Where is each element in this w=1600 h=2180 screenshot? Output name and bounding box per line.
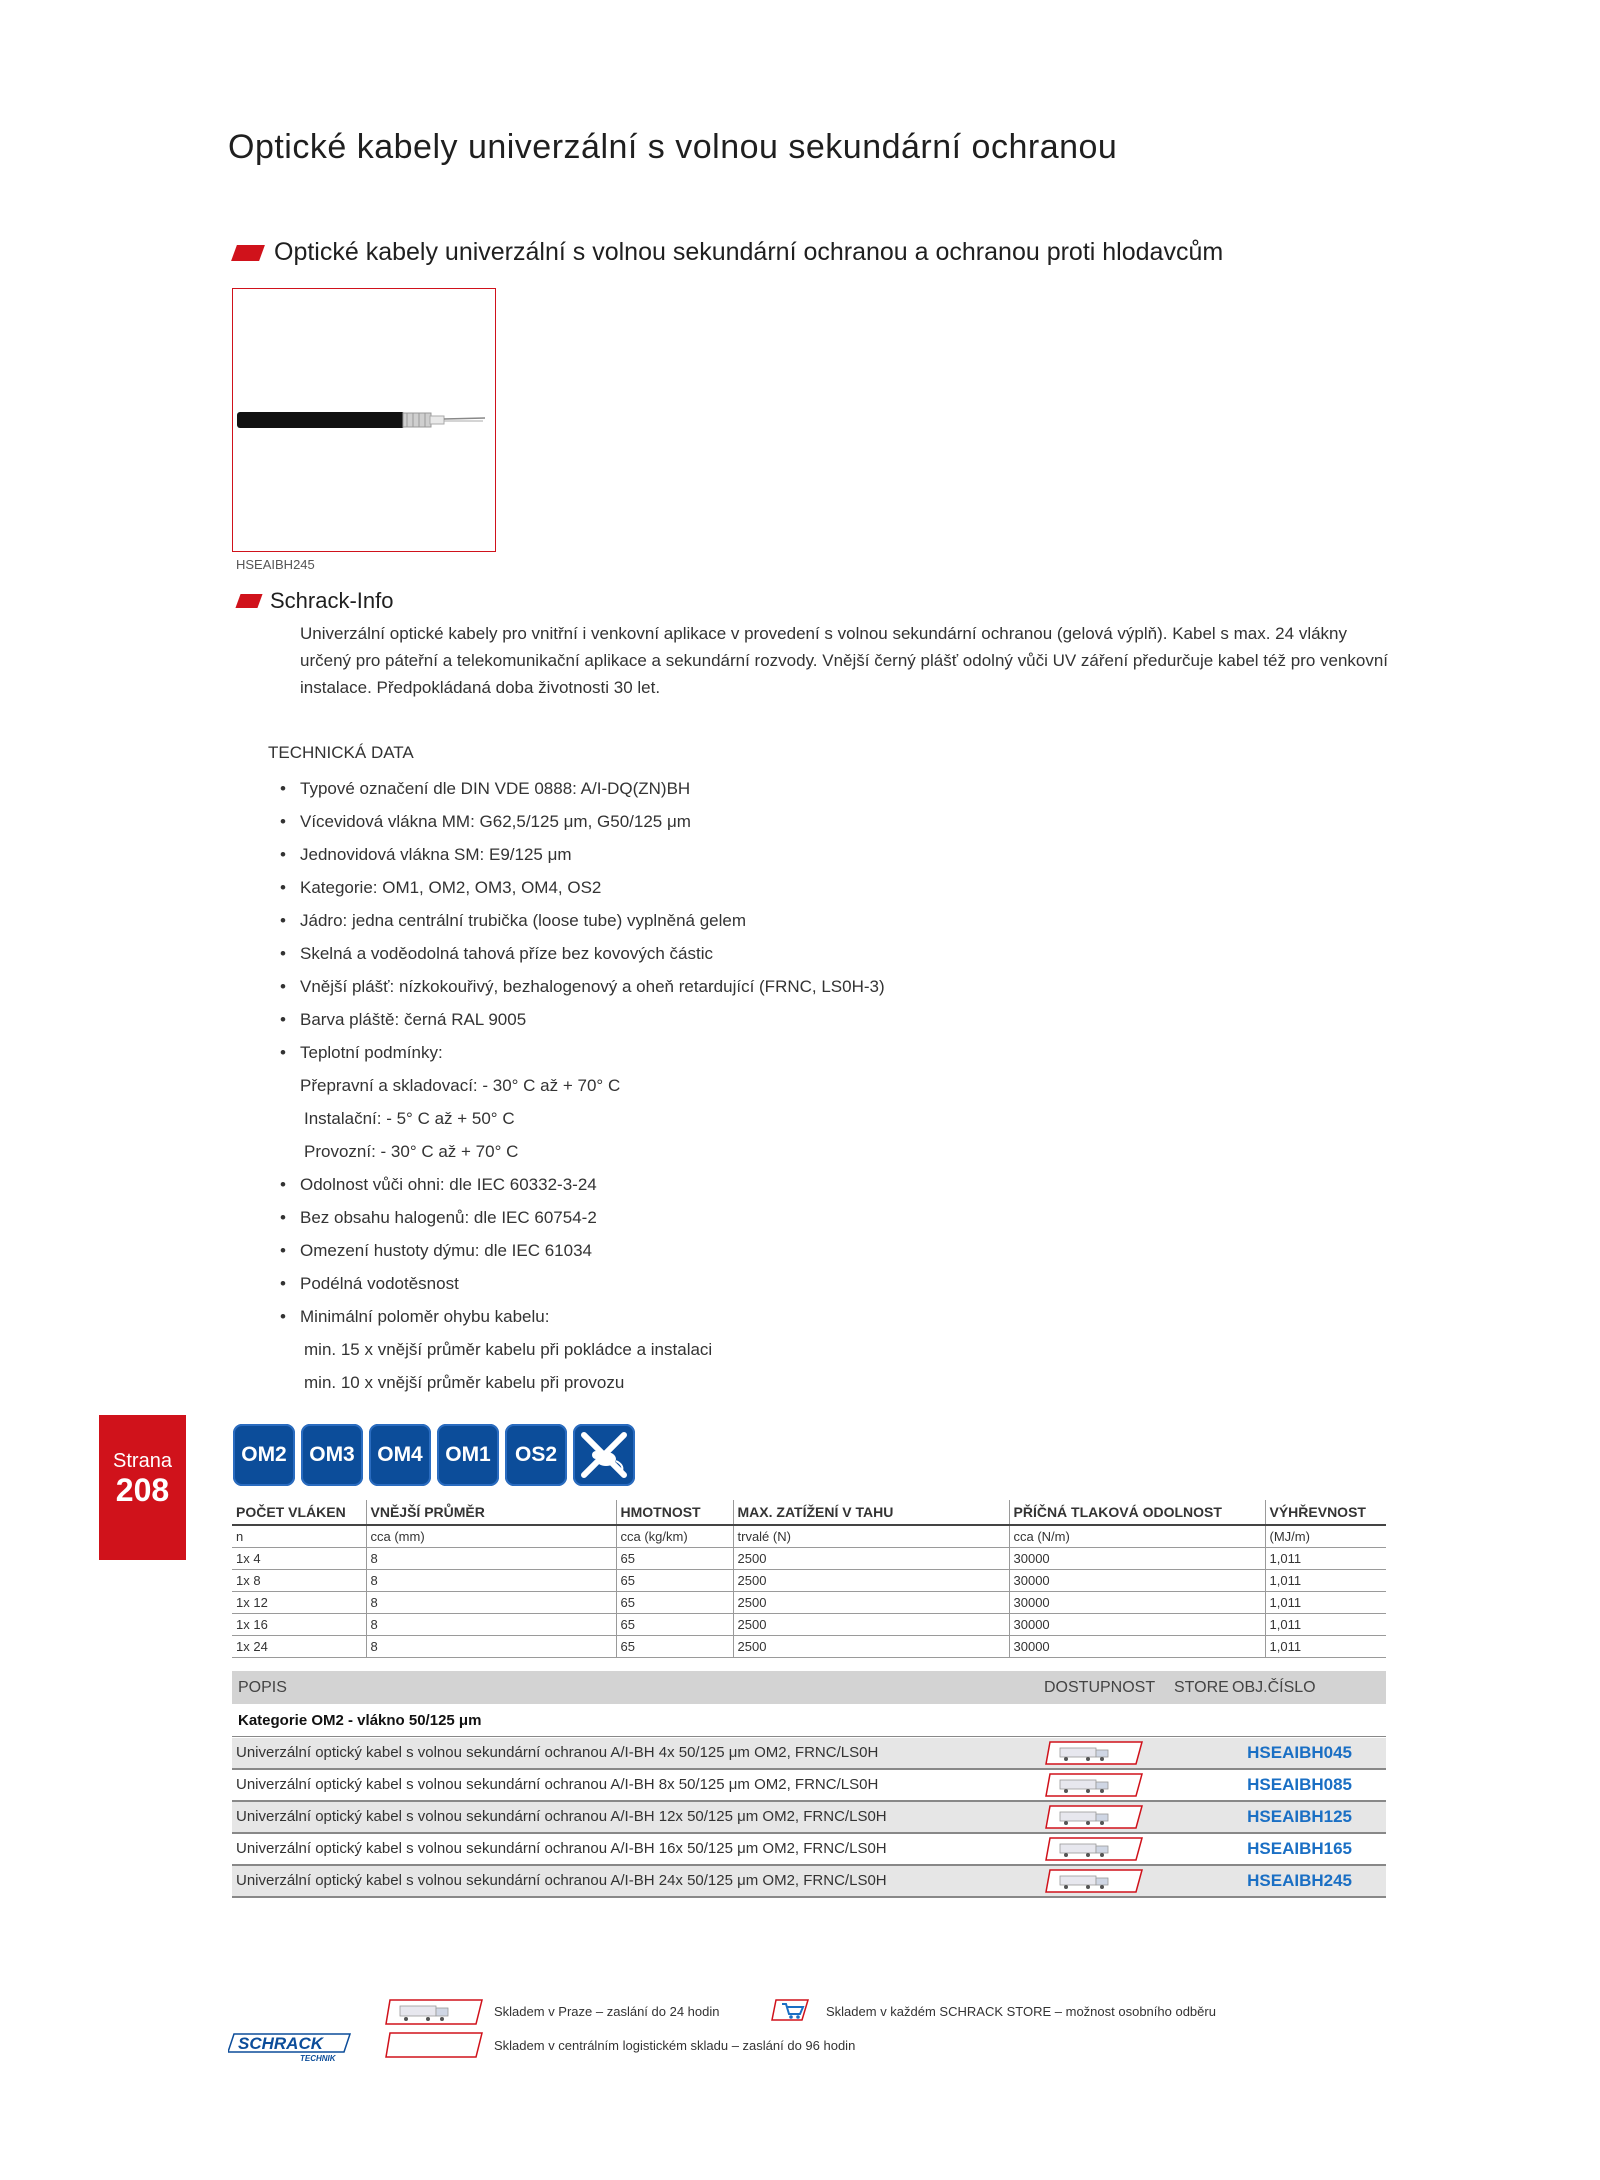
col-header: POČET VLÁKEN [232, 1500, 366, 1525]
tech-subitem: Provozní: - 30° C až + 70° C [304, 1142, 519, 1161]
list-item [232, 1866, 1386, 1898]
tech-item: • Typové označení dle DIN VDE 0888: A/I-DQ(ZN)BH [300, 772, 1300, 805]
table-cell: 2500 [733, 1570, 1009, 1592]
order-header [232, 1671, 1386, 1704]
legend-truck-praha-icon [384, 1998, 484, 2031]
svg-text:SCHRACK: SCHRACK [238, 2034, 323, 2053]
legend-central: Skladem v centrálním logistickém skladu – zaslání do 96 hodin [494, 2038, 856, 2053]
table-cell: 2500 [733, 1614, 1009, 1636]
table-row [232, 1548, 1386, 1570]
item-code[interactable]: HSEAIBH045 [1247, 1743, 1352, 1762]
table-cell: 8 [366, 1548, 616, 1570]
col-header: MAX. ZATÍŽENÍ V TAHU [733, 1500, 1009, 1525]
fiber-cable-icon [233, 289, 495, 551]
table-cell: 8 [366, 1570, 616, 1592]
unit-cell: cca (mm) [366, 1525, 616, 1548]
shopping-cart-icon [770, 1996, 814, 2031]
item-code[interactable]: HSEAIBH165 [1247, 1839, 1352, 1858]
page-number: 208 [115, 1472, 170, 1508]
table-cell: 1,011 [1265, 1636, 1386, 1658]
tech-item: • Odolnost vůči ohni: dle IEC 60332-3-24 [300, 1168, 1300, 1201]
section-title: Optické kabely univerzální s volnou sekundární ochranou a ochranou proti hlodavcům [274, 238, 1224, 266]
info-marker-icon [235, 594, 262, 608]
item-code[interactable]: HSEAIBH085 [1247, 1775, 1352, 1794]
col-header: VÝHŘEVNOST [1265, 1500, 1386, 1525]
tech-subitem: Přepravní a skladovací: - 30° C až + 70° C [300, 1076, 621, 1095]
tech-subitem: Instalační: - 5° C až + 50° C [304, 1109, 515, 1128]
col-header: PŘÍČNÁ TLAKOVÁ ODOLNOST [1009, 1500, 1265, 1525]
tech-item: • Vnější plášť: nízkokouřivý, bezhalogenový a oheň retardující (FRNC, LS0H-3) [300, 970, 1300, 1003]
page-title: Optické kabely univerzální s volnou sekundární ochranou [228, 128, 1118, 166]
table-cell: 2500 [733, 1548, 1009, 1570]
badge-om1: OM1 [437, 1424, 499, 1486]
table-cell: 30000 [1009, 1548, 1265, 1570]
table-cell: 30000 [1009, 1614, 1265, 1636]
table-cell: 2500 [733, 1592, 1009, 1614]
col-popis: POPIS [238, 1679, 287, 1696]
item-description: Univerzální optický kabel s volnou sekundární ochranou A/I-BH 24x 50/125 μm OM2, FRNC/LS0H [236, 1872, 887, 1889]
table-row [232, 1636, 1386, 1658]
table-row [232, 1570, 1386, 1592]
item-description: Univerzální optický kabel s volnou sekundární ochranou A/I-BH 12x 50/125 μm OM2, FRNC/LS0H [236, 1808, 887, 1825]
table-cell: 8 [366, 1614, 616, 1636]
legend-central-icon [384, 2031, 484, 2064]
table-cell: 30000 [1009, 1636, 1265, 1658]
table-cell: 8 [366, 1592, 616, 1614]
table-cell: 1,011 [1265, 1592, 1386, 1614]
badge-om3: OM3 [301, 1424, 363, 1486]
table-cell: 1x 12 [232, 1592, 366, 1614]
tech-subitem: min. 15 x vnější průměr kabelu při pokládce a instalaci [304, 1340, 713, 1359]
item-code[interactable]: HSEAIBH245 [1247, 1871, 1352, 1890]
badge-om4: OM4 [369, 1424, 431, 1486]
category-badges [233, 1424, 635, 1486]
table-cell: 1x 16 [232, 1614, 366, 1636]
col-header: VNĚJŠÍ PRŮMĚR [366, 1500, 616, 1525]
col-store: STORE [1174, 1679, 1229, 1696]
list-item [232, 1738, 1386, 1770]
spec-header-row [232, 1500, 1386, 1525]
tech-item: • Skelná a voděodolná tahová příze bez kovových částic [300, 937, 1300, 970]
truck-icon [1044, 1772, 1144, 1802]
list-item [232, 1802, 1386, 1834]
truck-icon [1044, 1804, 1144, 1834]
spec-table [232, 1500, 1386, 1658]
table-cell: 1,011 [1265, 1548, 1386, 1570]
table-cell: 30000 [1009, 1592, 1265, 1614]
list-item [232, 1770, 1386, 1802]
unit-cell: cca (kg/km) [616, 1525, 733, 1548]
schrack-logo [228, 2030, 352, 2069]
tech-item: • Podélná vodotěsnost [300, 1267, 1300, 1300]
info-heading [238, 588, 394, 614]
truck-icon [1044, 1836, 1144, 1866]
tech-item: • Vícevidová vlákna MM: G62,5/125 μm, G50/125 μm [300, 805, 1300, 838]
table-row [232, 1592, 1386, 1614]
badge-os2: OS2 [505, 1424, 567, 1486]
unit-cell: trvalé (N) [733, 1525, 1009, 1548]
section-marker-icon [231, 245, 265, 261]
page-number-tab [99, 1415, 186, 1560]
rodent-protection-icon [573, 1424, 635, 1486]
list-item [232, 1834, 1386, 1866]
table-cell: 65 [616, 1592, 733, 1614]
unit-cell: (MJ/m) [1265, 1525, 1386, 1548]
legend-praha: Skladem v Praze – zaslání do 24 hodin [494, 2004, 720, 2019]
svg-text:TECHNIK: TECHNIK [300, 2054, 336, 2063]
tech-item: • Jednovidová vlákna SM: E9/125 μm [300, 838, 1300, 871]
item-code[interactable]: HSEAIBH125 [1247, 1807, 1352, 1826]
table-cell: 1x 24 [232, 1636, 366, 1658]
col-header: HMOTNOST [616, 1500, 733, 1525]
col-obj: OBJ.ČÍSLO [1232, 1679, 1316, 1696]
item-description: Univerzální optický kabel s volnou sekundární ochranou A/I-BH 16x 50/125 μm OM2, FRNC/LS0H [236, 1840, 887, 1857]
table-cell: 2500 [733, 1636, 1009, 1658]
unit-cell: n [232, 1525, 366, 1548]
tech-item: • Kategorie: OM1, OM2, OM3, OM4, OS2 [300, 871, 1300, 904]
truck-icon [1044, 1740, 1144, 1770]
tech-list [300, 772, 1300, 1399]
table-cell: 65 [616, 1636, 733, 1658]
truck-icon [1044, 1868, 1144, 1898]
table-cell: 1,011 [1265, 1570, 1386, 1592]
unit-cell: cca (N/m) [1009, 1525, 1265, 1548]
item-description: Univerzální optický kabel s volnou sekundární ochranou A/I-BH 4x 50/125 μm OM2, FRNC/LS0H [236, 1744, 879, 1761]
table-cell: 65 [616, 1570, 733, 1592]
legend-store: Skladem v každém SCHRACK STORE – možnost osobního odběru [826, 2004, 1216, 2019]
tech-item: • Minimální poloměr ohybu kabelu: [300, 1300, 1300, 1333]
tech-subitem: min. 10 x vnější průměr kabelu při provozu [304, 1373, 625, 1392]
item-description: Univerzální optický kabel s volnou sekundární ochranou A/I-BH 8x 50/125 μm OM2, FRNC/LS0H [236, 1776, 879, 1793]
product-image [232, 288, 496, 552]
table-cell: 1x 4 [232, 1548, 366, 1570]
table-cell: 30000 [1009, 1570, 1265, 1592]
tech-item: • Teplotní podmínky: [300, 1036, 1300, 1069]
table-cell: 1x 8 [232, 1570, 366, 1592]
category-row [232, 1706, 1386, 1737]
info-text: Univerzální optické kabely pro vnitřní i venkovní aplikace v provedení s volnou sekundární ochranou (gelová výplň). Kabel s max. 24 vlákny určený pro páteřní a telekomunikační aplikace a sekundární rozvody. Vnější černý plášť odolný vůči UV záření předurčuje kabel též pro venkovní instalace. Předpokládaná doba životnosti 30 let. [300, 624, 1389, 697]
tech-item: • Barva pláště: černá RAL 9005 [300, 1003, 1300, 1036]
category-label: Kategorie OM2 - vlákno 50/125 μm [238, 1712, 482, 1729]
info-title: Schrack-Info [270, 588, 394, 613]
section-heading [234, 238, 1223, 267]
tech-item: • Omezení hustoty dýmu: dle IEC 61034 [300, 1234, 1300, 1267]
product-code: HSEAIBH245 [236, 557, 315, 572]
tech-item: • Jádro: jedna centrální trubička (loose tube) vyplněná gelem [300, 904, 1300, 937]
table-row [232, 1614, 1386, 1636]
page-label: Strana [113, 1450, 172, 1472]
table-cell: 8 [366, 1636, 616, 1658]
tech-title: TECHNICKÁ DATA [268, 743, 414, 762]
tech-item: • Bez obsahu halogenů: dle IEC 60754-2 [300, 1201, 1300, 1234]
badge-om2: OM2 [233, 1424, 295, 1486]
spec-units-row [232, 1525, 1386, 1548]
table-cell: 1,011 [1265, 1614, 1386, 1636]
table-cell: 65 [616, 1614, 733, 1636]
table-cell: 65 [616, 1548, 733, 1570]
col-dostupnost: DOSTUPNOST [1044, 1679, 1156, 1696]
